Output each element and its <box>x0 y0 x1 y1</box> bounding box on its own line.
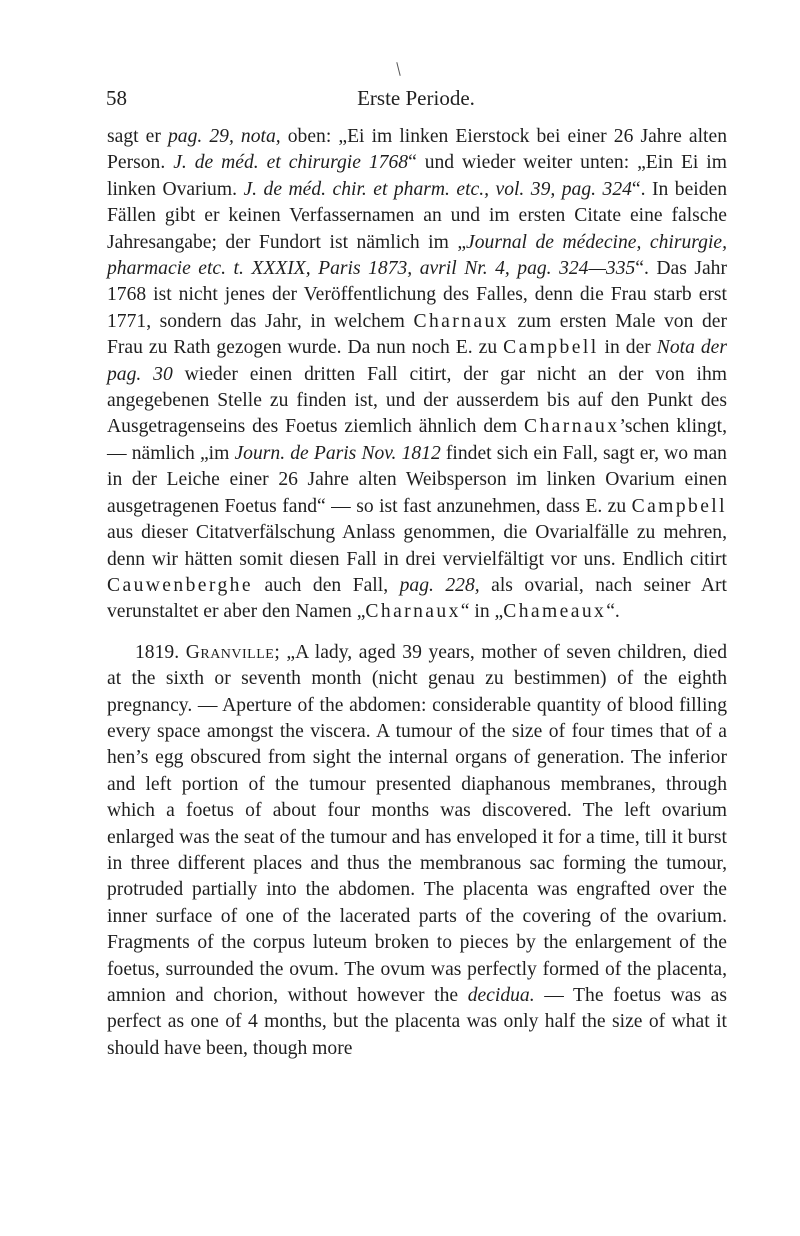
citation: Journ. de Paris Nov. 1812 <box>234 442 441 464</box>
citation: J. de méd. et chirurgie 1768 <box>173 152 409 174</box>
person-name: Charnaux <box>524 416 620 438</box>
person-name: Chameaux <box>503 601 607 623</box>
citation: Nota der pag. 30 <box>107 337 727 385</box>
paragraph-charnaux: sagt er pag. 29, nota, oben: „Ei im linken Eierstock bei einer 26 Jahre alten Person. J. de méd. et chirurgie 1768“ und wieder weiter unten: „Ein Ei im linken Ovarium. J. de méd. chir. et pharm. etc., vol. 39, pag. 324“. In beiden Fällen gibt er keinen Verfassernamen an und im ersten Citate eine falsche Jahresangabe; der Fundort ist nämlich im „Journal de médecine, chirurgie, pharmacie etc. t. XXXIX, Paris 1873, avril Nr. 4, pag. 324—335“. Das Jahr 1768 ist nicht jenes der Veröffentlichung des Falles, denn die Frau starb erst 1771, sondern das Jahr, in welchem Charnaux zum ersten Male von der Frau zu Rath gezogen wurde. Da nun noch E. zu Campbell in der Nota der pag. 30 wieder einen dritten Fall citirt, der gar nicht an der von ihm angegebenen Stelle zu finden ist, und der ausserdem bis auf den Punkt des Ausgetragenseins des Foetus ziemlich ähnlich dem Charnaux’schen klingt, — nämlich „im Journ. de Paris Nov. 1812 findet sich ein Fall, sagt er, wo man in der Leiche einer 26 Jahre alten Weibsperson im linken Ovarium einen ausgetragenen Foetus fand“ — so ist fast anzunehmen, dass E. zu Campbell aus dieser Citatverfälschung Anlass genommen, die Ovarialfälle zu mehren, denn wir hätten somit diesen Fall in drei vervielfältigt vor uns. Endlich citirt Cauwenberghe auch den Fall, pag. 228, als ovarial, nach seiner Art verunstaltet er aber den Namen „Charnaux“ in „Chameaux“. <box>107 126 728 623</box>
citation: J. de méd. chir. et pharm. etc., vol. 39, pag. 324 <box>243 178 632 200</box>
person-name: Cauwenberghe <box>107 574 253 596</box>
term: decidua. <box>467 985 535 1006</box>
person-name: Charnaux <box>365 601 461 623</box>
running-header <box>106 86 726 112</box>
page-number: 58 <box>106 86 127 110</box>
person-name: Campbell <box>503 337 599 359</box>
citation: pag. 29, nota, <box>167 126 281 147</box>
paragraph-granville: 1819. Granville; „A lady, aged 39 years, mother of seven children, died at the sixth or seventh month (nicht genau zu bestimmen) of the eighth pregnancy. — Aperture of the abdomen: considerable quantity of blood filling every space amongst the viscera. A tumour of the size of four times that of a hen’s egg obscured from sight the internal organs of generation. The inferior and left portion of the tumour presented diaphanous membranes, through which a foetus of about four months was discovered. The left ovarium enlarged was the seat of the tumour and has enveloped it for a time, till it burst in three different places and thus the membranous sac forming the tumour, protruded partially into the abdomen. The placenta was engrafted over the inner surface of one of the lacerated parts of the covering of the ovarium. Fragments of the corpus luteum broken to pieces by the enlargement of the foetus, surrounded the ovum. The ovum was perfectly formed of the placenta, amnion and chorion, without however the decidua. — The foetus was as perfect as one of 4 months, but the placenta was only half the size of what it should have been, though more <box>107 641 727 1059</box>
citation: pag. 228, <box>399 574 480 596</box>
stray-mark <box>396 62 400 76</box>
page-body <box>107 124 727 1062</box>
person-name: Campbell <box>631 495 727 517</box>
person-name: Charnaux <box>413 310 509 332</box>
case-year: 1819. <box>135 641 180 663</box>
running-title: Erste Periode. <box>357 86 475 110</box>
author-name: Granville <box>185 641 275 663</box>
citation: Journal de médecine, chirurgie, pharmacie etc. t. XXXIX, Paris 1873, avril Nr. 4, pag. 324—335 <box>107 231 727 280</box>
